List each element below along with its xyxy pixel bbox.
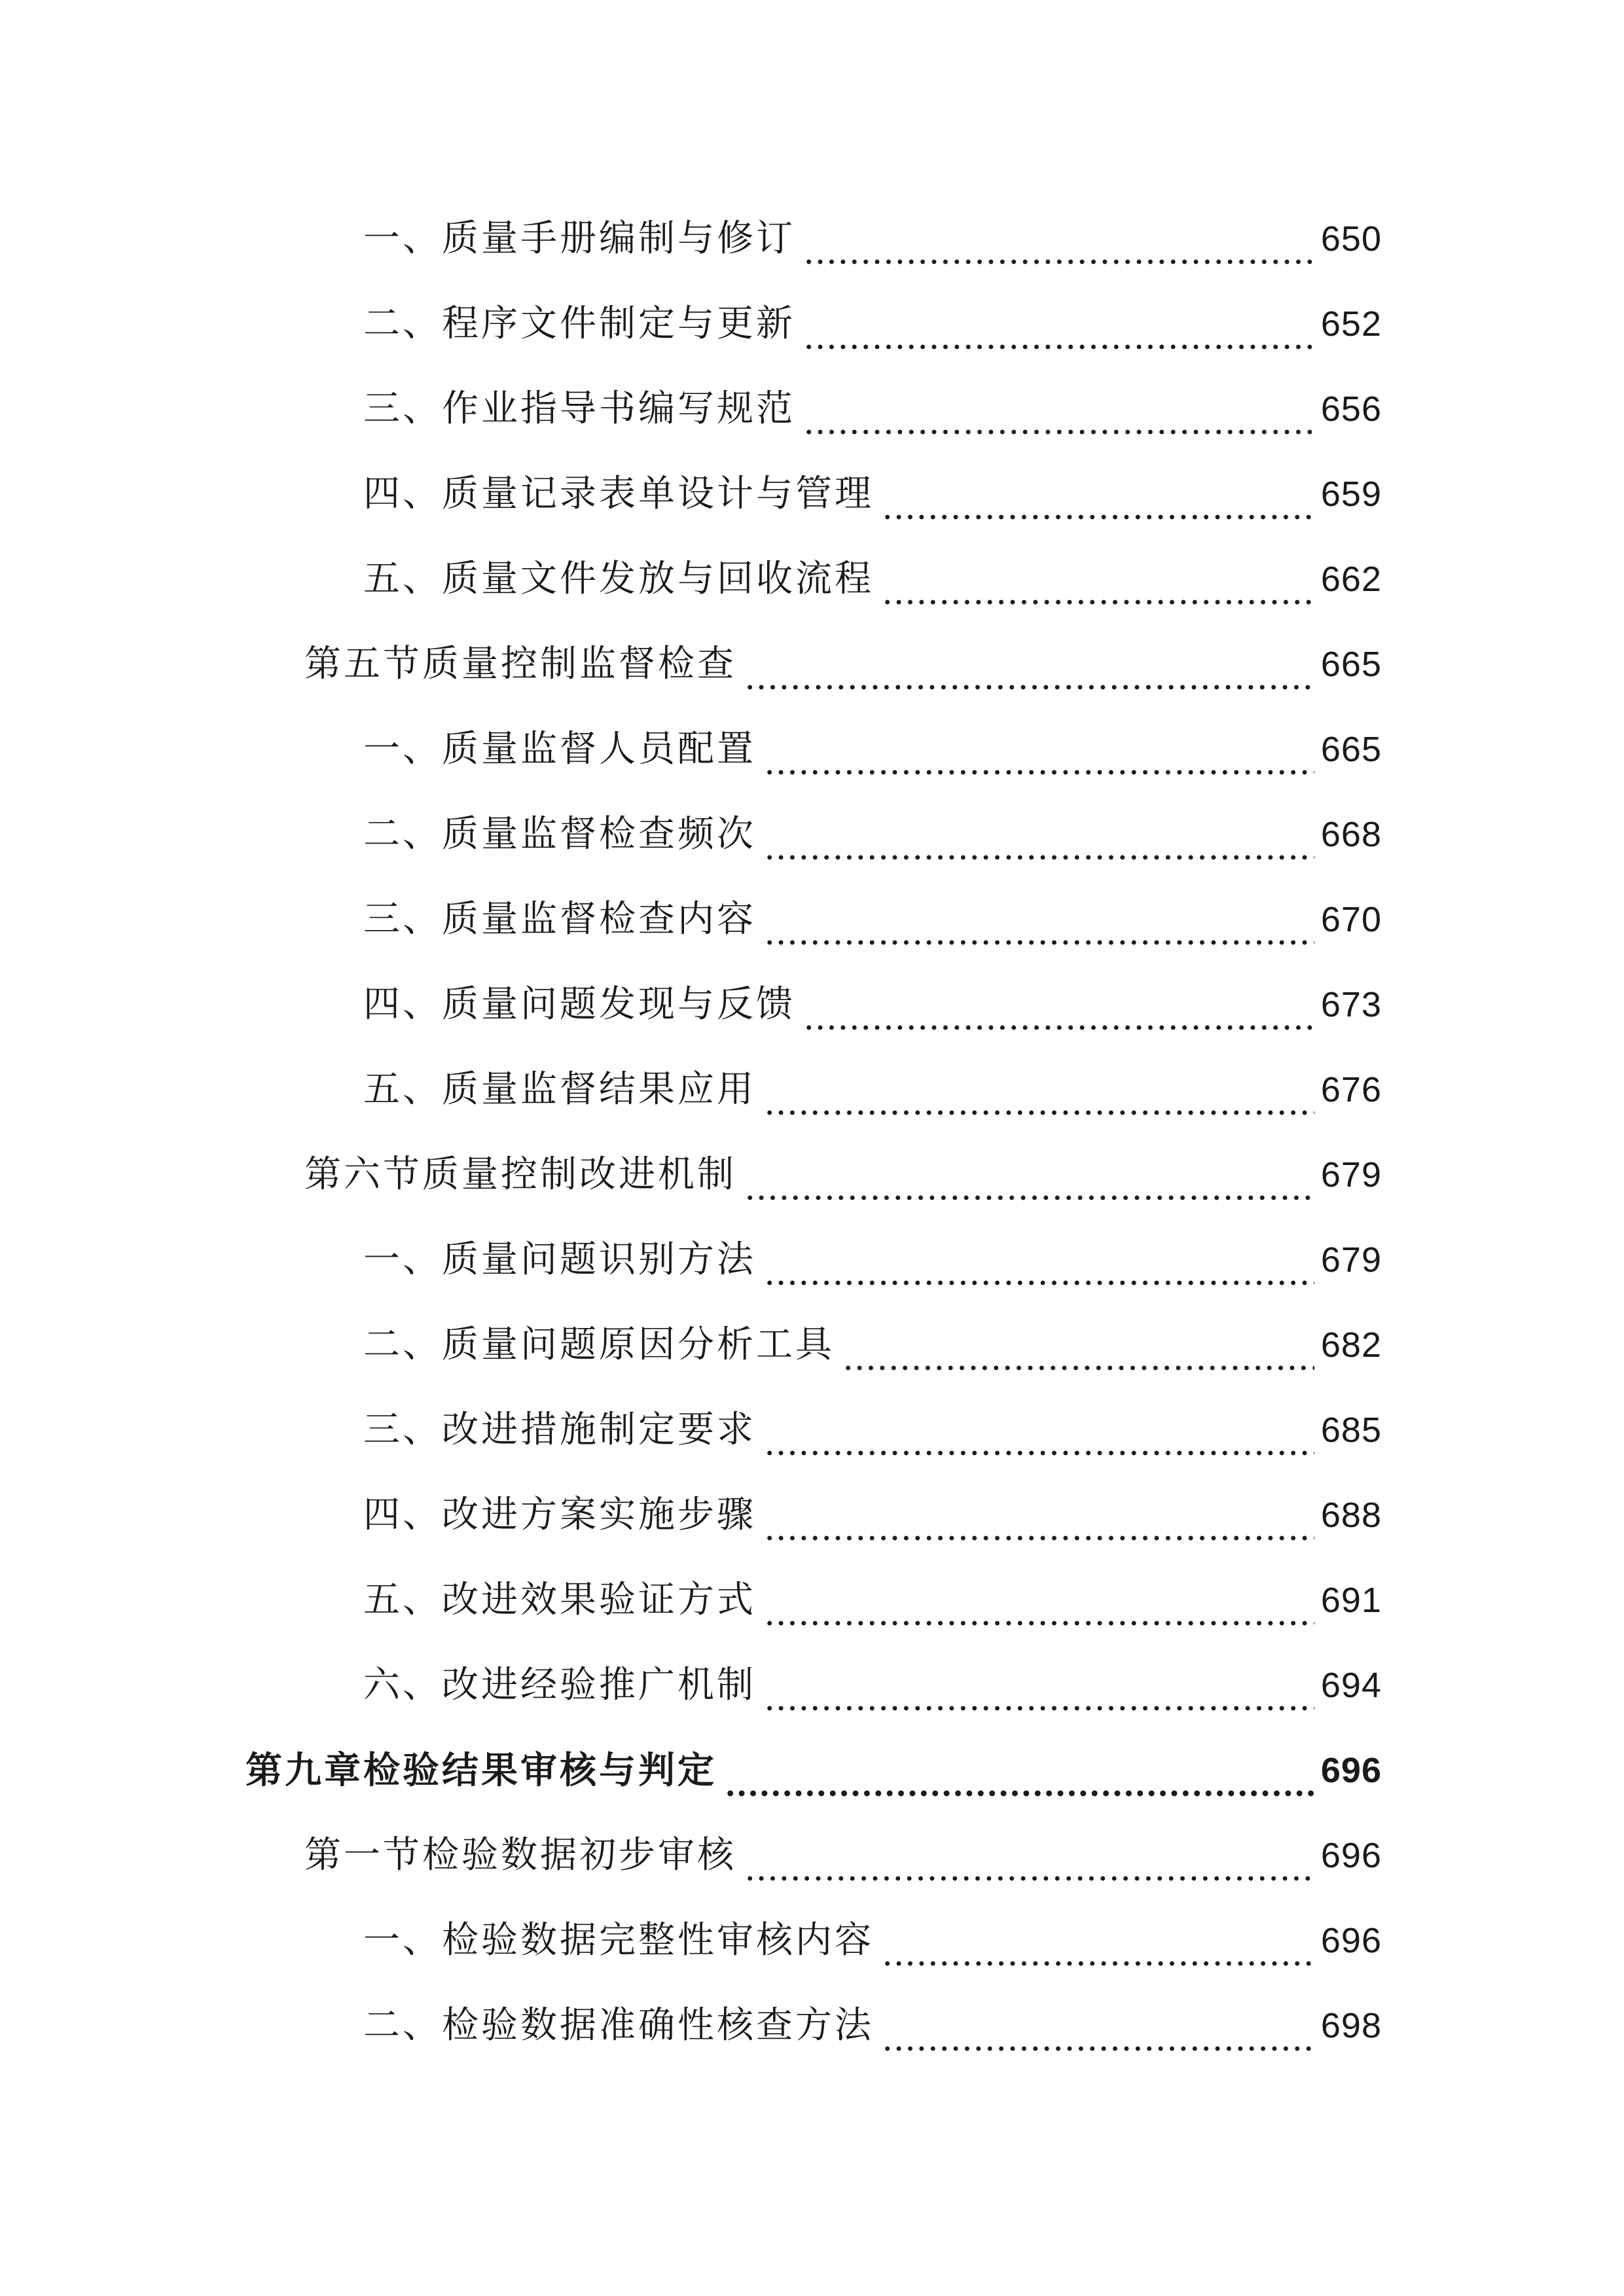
toc-section-6[interactable] xyxy=(304,1149,1382,1201)
toc-entry-title: 五、质量监督结果应用 xyxy=(363,1068,756,1111)
toc-entry-title: 二、质量监督检查频次 xyxy=(363,813,756,855)
toc-entry-page: 691 xyxy=(1320,1581,1382,1620)
toc-entry-title: 五、质量文件发放与回收流程 xyxy=(363,558,874,600)
dot-leader xyxy=(764,904,1314,946)
toc-entry-title: 四、质量问题发现与反馈 xyxy=(363,983,795,1026)
toc-entry-title: 一、检验数据完整性审核内容 xyxy=(363,1919,874,1962)
toc-entry-page: 688 xyxy=(1320,1496,1382,1535)
toc-entry-page: 650 xyxy=(1320,219,1382,259)
dot-leader xyxy=(803,308,1314,350)
toc-chapter-9[interactable] xyxy=(245,1744,1382,1797)
toc-entry-title: 第六节质量控制改进机制 xyxy=(304,1153,736,1196)
dot-leader xyxy=(803,989,1314,1031)
toc-entry-root-cause-tools[interactable] xyxy=(363,1319,1382,1371)
dot-leader xyxy=(882,564,1314,605)
toc-entry-implementation-steps[interactable] xyxy=(363,1489,1382,1541)
toc-entry-title: 六、改进经验推广机制 xyxy=(363,1664,756,1706)
toc-entry-title: 四、改进方案实施步骤 xyxy=(363,1494,756,1536)
toc-entry-page: 662 xyxy=(1320,560,1382,599)
toc-entry-quality-records[interactable] xyxy=(363,468,1382,520)
toc-entry-improvement-requirements[interactable] xyxy=(363,1404,1382,1456)
toc-entry-page: 665 xyxy=(1320,645,1382,684)
dot-leader xyxy=(764,1670,1314,1712)
toc-entry-title: 三、改进措施制定要求 xyxy=(363,1408,756,1451)
toc-entry-supervision-staffing[interactable] xyxy=(363,723,1382,776)
toc-entry-title: 第九章检验结果审核与判定 xyxy=(245,1749,717,1792)
toc-entry-supervision-results[interactable] xyxy=(363,1064,1382,1116)
toc-entry-title: 三、作业指导书编写规范 xyxy=(363,387,795,430)
toc-entry-title: 二、检验数据准确性核查方法 xyxy=(363,2004,874,2047)
toc-entry-page: 673 xyxy=(1320,985,1382,1024)
toc-entry-page: 676 xyxy=(1320,1070,1382,1109)
toc-entry-title: 一、质量问题识别方法 xyxy=(363,1238,756,1281)
toc-entry-quality-manual[interactable] xyxy=(363,213,1382,265)
dot-leader xyxy=(842,1329,1314,1371)
toc-entry-page: 656 xyxy=(1320,389,1382,429)
dot-leader xyxy=(764,819,1314,861)
dot-leader xyxy=(725,1755,1314,1797)
dot-leader xyxy=(744,1159,1314,1201)
toc-entry-title: 四、质量记录表单设计与管理 xyxy=(363,473,874,515)
dot-leader xyxy=(764,1244,1314,1286)
toc-entry-effect-verification[interactable] xyxy=(363,1574,1382,1626)
toc-entry-title: 一、质量监督人员配置 xyxy=(363,728,756,770)
toc-entry-procedure-docs[interactable] xyxy=(363,298,1382,350)
toc-entry-document-distribution[interactable] xyxy=(363,553,1382,605)
toc-entry-page: 668 xyxy=(1320,815,1382,854)
dot-leader xyxy=(882,1925,1314,1967)
toc-entry-data-completeness[interactable] xyxy=(363,1914,1382,1967)
toc-entry-issue-feedback[interactable] xyxy=(363,978,1382,1031)
toc-entry-page: 679 xyxy=(1320,1155,1382,1194)
toc-entry-page: 694 xyxy=(1320,1666,1382,1705)
toc-entry-page: 698 xyxy=(1320,2006,1382,2045)
toc-entry-page: 670 xyxy=(1320,900,1382,939)
dot-leader xyxy=(882,478,1314,520)
dot-leader xyxy=(744,1840,1314,1882)
toc-entry-page: 685 xyxy=(1320,1410,1382,1450)
toc-entry-page: 679 xyxy=(1320,1240,1382,1280)
toc-entry-title: 第一节检验数据初步审核 xyxy=(304,1834,736,1876)
dot-leader xyxy=(764,1499,1314,1541)
toc-entry-page: 696 xyxy=(1320,1921,1382,1960)
toc-entry-data-accuracy[interactable] xyxy=(363,2000,1382,2052)
toc-entry-page: 682 xyxy=(1320,1325,1382,1365)
dot-leader xyxy=(803,393,1314,435)
dot-leader xyxy=(744,649,1314,691)
toc-entry-page: 696 xyxy=(1320,1751,1382,1790)
toc-entry-page: 665 xyxy=(1320,730,1382,769)
toc-entry-page: 652 xyxy=(1320,304,1382,344)
toc-entry-title: 第五节质量控制监督检查 xyxy=(304,643,736,685)
dot-leader xyxy=(764,734,1314,776)
dot-leader xyxy=(764,1585,1314,1626)
toc-entry-title: 一、质量手册编制与修订 xyxy=(363,217,795,260)
toc-entry-inspection-content[interactable] xyxy=(363,893,1382,946)
toc-entry-work-instructions[interactable] xyxy=(363,383,1382,435)
dot-leader xyxy=(764,1074,1314,1116)
toc-entry-title: 二、程序文件制定与更新 xyxy=(363,302,795,345)
toc-entry-issue-identification[interactable] xyxy=(363,1234,1382,1286)
dot-leader xyxy=(882,2010,1314,2052)
dot-leader xyxy=(764,1414,1314,1456)
toc-entry-inspection-frequency[interactable] xyxy=(363,808,1382,861)
toc-entry-experience-promotion[interactable] xyxy=(363,1659,1382,1712)
toc-section-1[interactable] xyxy=(304,1829,1382,1882)
toc-entry-title: 二、质量问题原因分析工具 xyxy=(363,1323,835,1366)
dot-leader xyxy=(803,223,1314,265)
toc-entry-page: 696 xyxy=(1320,1836,1382,1875)
toc-section-5[interactable] xyxy=(304,638,1382,691)
toc-entry-page: 659 xyxy=(1320,475,1382,514)
toc-entry-title: 三、质量监督检查内容 xyxy=(363,898,756,941)
toc-entry-title: 五、改进效果验证方式 xyxy=(363,1579,756,1621)
